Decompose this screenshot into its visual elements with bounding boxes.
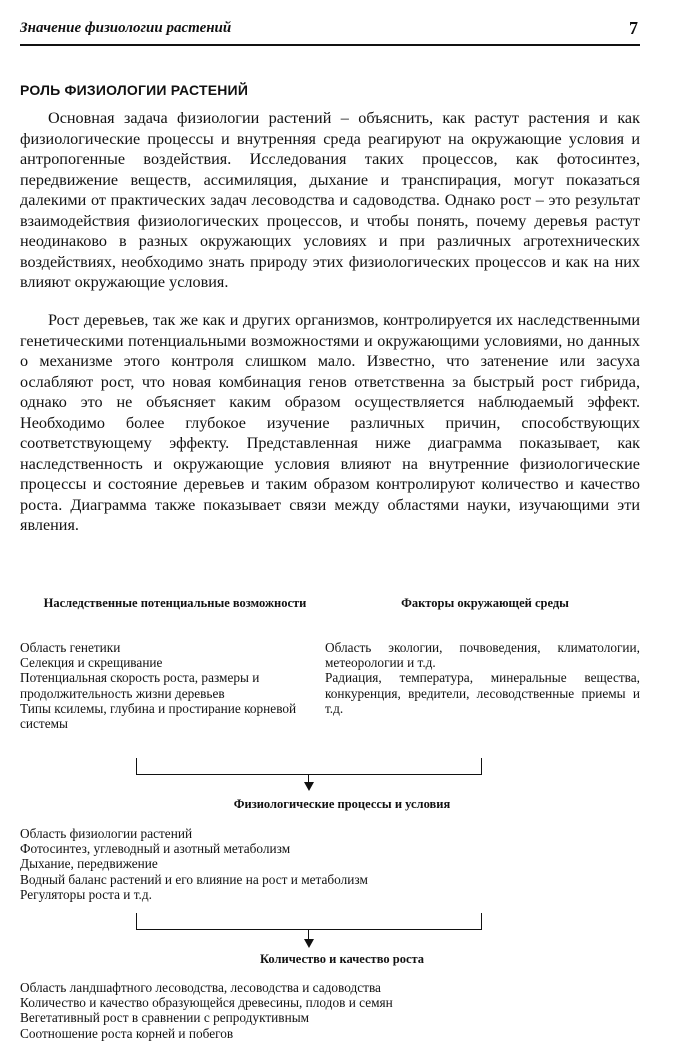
- list-item: Регуляторы роста и т.д.: [20, 886, 152, 902]
- list-item: Селекция и скрещивание: [20, 655, 163, 671]
- paragraph-1: Основная задача физиологии растений – объяснить, как растут растения и как физиологические процессы и внутренняя среда реагируют на окружающие условия и антропогенные воздействия. Исследования таких процессов, как фотосинтез, передвижение веществ, ассимиляция, дыхание и транспирация, могут показаться далекими от практических задач лесоводства и садоводства. Однако рост – это результат взаимодействия физиологических процессов, и чтобы понять, почему деревья растут неодинаково в разных окружающих условиях и при различных агротехнических воздействиях, необходимо знать природу этих физиологических процессов и как на них влияют окружающие условия.: [20, 109, 640, 291]
- list-item: Область физиологии растений: [20, 826, 193, 841]
- list-item: Дыхание, передвижение: [20, 856, 158, 872]
- list-item: Количество и качество образующейся древесины, плодов и семян: [20, 995, 393, 1011]
- list-item: Область генетики: [20, 640, 121, 655]
- list-item: Типы ксилемы, глубина и простирание корневой системы: [20, 700, 297, 732]
- list-item: Вегетативный рост в сравнении с репродуктивным: [20, 1010, 310, 1026]
- growth-list: [20, 980, 580, 1041]
- page-header: [20, 18, 640, 46]
- page-number: 7: [629, 18, 638, 38]
- growth-title: Количество и качество роста: [259, 952, 425, 966]
- list-item: Соотношение роста корней и побегов: [20, 1025, 234, 1041]
- paragraph-2: Рост деревьев, так же как и других организмов, контролируется их наследственными генетическими потенциальными возможностями и окружающими условиями, но данных о механизме этого контроля слишком мало. Известно, что затенение или засуха ослабляют рост, что новая комбинация генов ответственна за быстрый рост гибрида, однако это не объясняет каким образом осуществляется наблюдаемый эффект. Необходимо более глубокое изучение различных причин, способствующих соответствующему эффекту. Представленная ниже диаграмма показывает, как наследственность и окружающие условия влияют на внутренние физиологические процессы и состояние деревьев и таким образом контролируют количество и качество роста. Диаграмма также показывает связи между областями науки, изучающими эти явления.: [20, 311, 640, 534]
- running-title: Значение физиологии растений: [20, 20, 232, 36]
- physiology-title: Физиологические процессы и условия: [233, 797, 451, 811]
- arrow-down-icon: [304, 782, 314, 791]
- list-item: Водный баланс растений и его влияние на рост и метаболизм: [20, 871, 368, 887]
- environment-list: [325, 640, 640, 716]
- environment-title: Факторы окружающей среды: [401, 596, 569, 610]
- list-item: Область ландшафтного лесоводства, лесоводства и садоводства: [20, 980, 381, 995]
- physiology-list: [20, 826, 560, 902]
- list-item: Радиация, температура, минеральные вещества, конкуренция, вредители, лесоводственные приемы и т.д.: [325, 670, 640, 716]
- list-item: Область экологии, почвоведения, климатологии, метеорологии и т.д.: [325, 640, 640, 671]
- bracket-connector: [136, 758, 482, 775]
- heredity-title: Наследственные потенциальные возможности: [43, 596, 307, 610]
- heredity-list: [20, 640, 305, 731]
- arrow-down-icon: [304, 939, 314, 948]
- list-item: Фотосинтез, углеводный и азотный метаболизм: [20, 841, 291, 857]
- bracket-connector: [136, 913, 482, 930]
- list-item: Потенциальная скорость роста, размеры и продолжительность жизни деревьев: [20, 670, 260, 701]
- section-title: РОЛЬ ФИЗИОЛОГИИ РАСТЕНИЙ: [20, 82, 249, 98]
